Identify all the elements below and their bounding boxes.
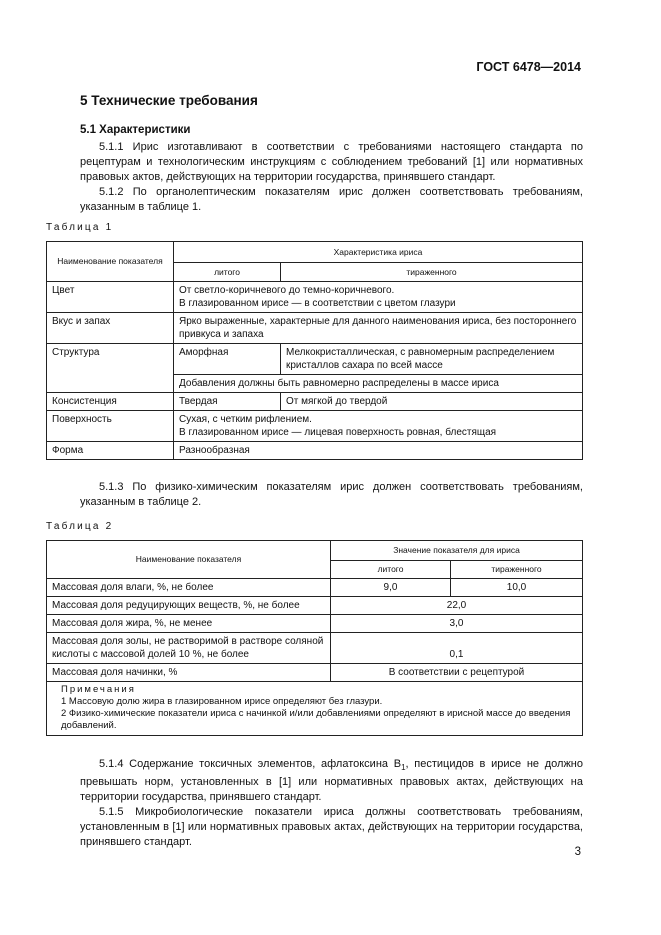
t2-col-lit: литого [331,561,451,579]
t2-row-moisture [47,579,583,597]
t2-note-1: 1 Массовую долю жира в глазированном ирисе определяют без глазури. [61,696,383,707]
t1-surface-line2: В глазированном ирисе — лицевая поверхность ровная, блестящая [179,427,497,438]
t2-moisture-tir: 10,0 [451,579,583,597]
p514-part-a: 5.1.4 Содержание токсичных элементов, афлатоксина B [99,758,402,770]
t1-structure-additions: Добавления должны быть равномерно распределены в массе ириса [174,375,583,393]
t2-row-filling [47,664,583,682]
p514-part-b: , пестицидов в ирисе не должно превышать норм, установленных в [1] или нормативных правовых актах, действующих на территории государства, принявшего стандарт. [80,758,583,804]
t1-row-shape [47,442,583,460]
t2-moisture-lit: 9,0 [331,579,451,597]
table-2 [46,540,583,736]
t2-fat-value: 3,0 [331,615,583,633]
t2-sugars-value: 22,0 [331,597,583,615]
t1-surface-name: Поверхность [47,411,174,442]
t1-consistency-name: Консистенция [47,393,174,411]
t1-row-surface [47,411,583,442]
t2-notes [47,682,583,736]
paragraph-5-1-4-block [80,757,583,850]
t1-row-structure [47,344,583,375]
t1-color-line2: В глазированном ирисе — в соответствии с цветом глазури [179,298,456,309]
t2-row-sugars [47,597,583,615]
t2-fat-name: Массовая доля жира, %, не менее [47,615,331,633]
table2-caption: Таблица 2 [46,521,114,532]
t1-surface-value [174,411,583,442]
paragraph-5-1-5: 5.1.5 Микробиологические показатели ириса должны соответствовать требованиям, установленным в [1] или нормативных правовых актах, действующих на территории государства, принявшего стандарт. [80,806,583,849]
t2-sugars-name: Массовая доля редуцирующих веществ, %, не более [47,597,331,615]
paragraph-5-1-1-block [80,140,583,215]
t1-row-color [47,282,583,313]
table1-caption: Таблица 1 [46,222,114,233]
t2-col-value: Значение показателя для ириса [331,541,583,561]
paragraph-5-1-1: 5.1.1 Ирис изготавливают в соответствии с требованиями настоящего стандарта по рецептурам и технологическим инструкциям с соблюдением требований [1] или нормативных правовых актов, действующих на территории государства, принявшего стандарт. [80,141,583,183]
t1-taste-value: Ярко выраженные, характерные для данного наименования ириса, без постороннего привкуса и запаха [174,313,583,344]
t2-filling-value: В соответствии с рецептурой [331,664,583,682]
p514-subscript: 1 [401,763,406,773]
t1-color-line1: От светло-коричневого до темно-коричневого. [179,285,395,296]
t2-row-ash [47,633,583,664]
table-1 [46,241,583,460]
t1-color-value [174,282,583,313]
t1-color-name: Цвет [47,282,174,313]
t1-taste-name: Вкус и запах [47,313,174,344]
t1-structure-name: Структура [47,344,174,393]
t2-row-fat [47,615,583,633]
t1-row-taste [47,313,583,344]
t1-shape-value: Разнообразная [174,442,583,460]
t1-col-characteristic: Характеристика ириса [174,242,583,263]
t1-col-name: Наименование показателя [47,242,174,282]
paragraph-5-1-3-block [80,480,583,510]
t1-structure-tir: Мелкокристаллическая, с равномерным распределением кристаллов сахара по всей массе [281,344,583,375]
subsection-title: 5.1 Характеристики [80,124,191,136]
paragraph-5-1-3: 5.1.3 По физико-химическим показателям ирис должен соответствовать требованиям, указанным в таблице 2. [80,481,583,508]
t2-notes-title: Примечания [61,684,136,695]
t1-col-tir: тираженного [281,263,583,282]
section-title: 5 Технические требования [80,93,258,108]
t1-consistency-lit: Твердая [174,393,281,411]
t1-shape-name: Форма [47,442,174,460]
t1-row-consistency [47,393,583,411]
t1-col-lit: литого [174,263,281,282]
t2-filling-name: Массовая доля начинки, % [47,664,331,682]
paragraph-5-1-4 [80,757,583,805]
standard-header: ГОСТ 6478—2014 [476,60,581,74]
t2-note-2: 2 Физико-химические показатели ириса с начинкой и/или добавлениями определяют в ирисной массе до введения добавлений. [61,708,571,731]
t2-col-name: Наименование показателя [47,541,331,579]
paragraph-5-1-2: 5.1.2 По органолептическим показателям ирис должен соответствовать требованиям, указанным в таблице 1. [80,186,583,213]
t2-moisture-name: Массовая доля влаги, %, не более [47,579,331,597]
t2-ash-name: Массовая доля золы, не растворимой в растворе соляной кислоты с массовой долей 10 %, не более [47,633,331,664]
t2-col-tir: тираженного [451,561,583,579]
page-number: 3 [574,846,581,858]
t1-consistency-tir: От мягкой до твердой [281,393,583,411]
t1-structure-lit: Аморфная [174,344,281,375]
t2-ash-value: 0,1 [331,633,583,664]
t1-surface-line1: Сухая, с четким рифлением. [179,414,312,425]
